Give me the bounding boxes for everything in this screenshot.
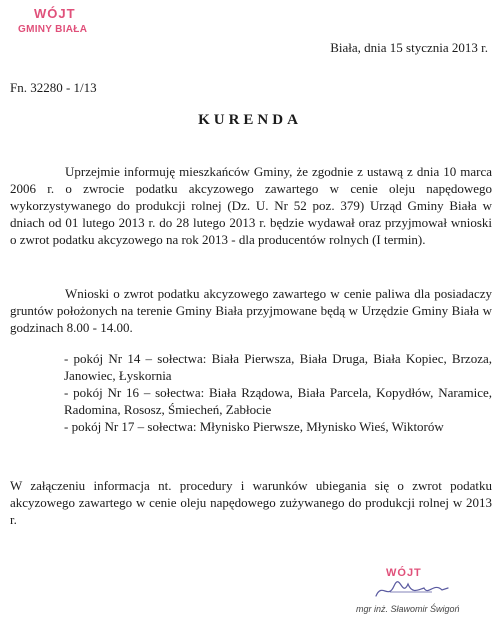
stamp-municipality: GMINY BIAŁA	[18, 24, 88, 35]
room-item: - pokój Nr 16 – sołectwa: Biała Rządowa, Biała Parcela, Kopydłów, Naramice, Radomina, Rososz, Śmiecheń, Zabłocie	[64, 385, 492, 417]
document-title: KURENDA	[198, 112, 302, 128]
place-date: Biała, dnia 15 stycznia 2013 r.	[330, 40, 488, 55]
paragraph-attachment: W załączeniu informacja nt. procedury i warunków ubiegania się o zwrot podatku akcyzowego zawartego w cenie oleju napędowego zużywanego do produkcji rolnej w 2013 r.	[10, 478, 492, 527]
room-item: - pokój Nr 14 – sołectwa: Biała Pierwsza, Biała Druga, Biała Kopiec, Brzoza, Janowiec, Łyskornia	[64, 351, 492, 383]
room-list	[64, 350, 492, 435]
signature-image	[372, 576, 452, 604]
paragraph-applications: Wnioski o zwrot podatku akcyzowego zawartego w cenie paliwa dla posiadaczy gruntów położonych na terenie Gminy Biała przyjmowane będą w Urzędzie Gminy Biała w godzinach 8.00 - 14.00.	[10, 286, 492, 335]
signer-name: mgr inż. Sławomir Świgoń	[356, 604, 460, 614]
stamp-signature-title: WÓJT	[386, 567, 422, 579]
reference-number: Fn. 32280 - 1/13	[10, 80, 97, 95]
room-item: - pokój Nr 17 – sołectwa: Młynisko Pierwsze, Młynisko Wieś, Wiktorów	[64, 419, 444, 434]
stamp-title: WÓJT	[34, 6, 76, 21]
paragraph-intro: Uprzejmie informuję mieszkańców Gminy, że zgodnie z ustawą z dnia 10 marca 2006 r. o zwrocie podatku akcyzowego zawartego w cenie oleju napędowego wykorzystywanego do produkcji rolnej (Dz. U. Nr 52 poz. 379) Urząd Gminy Biała w dniach od 01 lutego 2013 r. do 28 lutego 2013 r. będzie wydawał oraz przyjmował wnioski o zwrot podatku akcyzowego na rok 2013 - dla producentów rolnych (I termin).	[10, 164, 492, 247]
